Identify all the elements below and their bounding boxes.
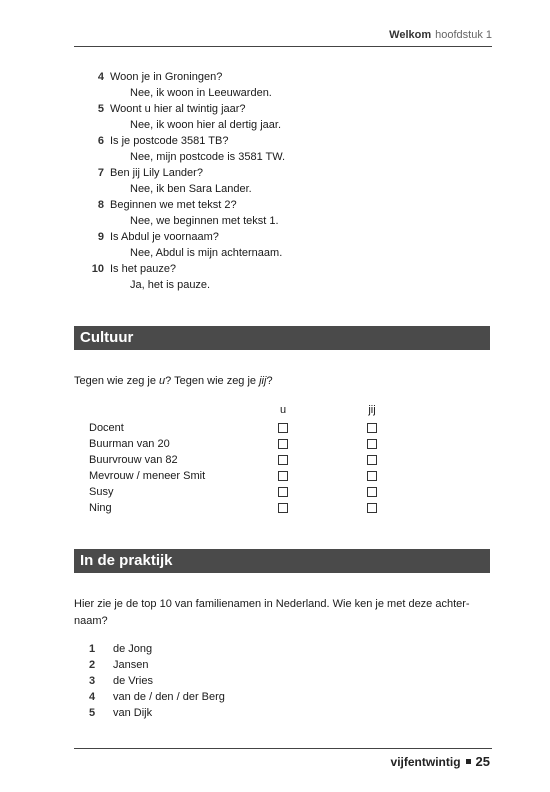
table-header: [89, 404, 409, 420]
surname: de Jong: [113, 643, 153, 655]
qa-number: 10: [91, 263, 104, 275]
surname-list: [89, 641, 225, 721]
qa-question: Beginnen we met tekst 2?: [110, 199, 237, 211]
checkbox-u[interactable]: [278, 487, 288, 497]
qa-answer: Ja, het is pauze.: [130, 279, 211, 291]
row-label: Mevrouw / meneer Smit: [89, 470, 206, 482]
table-row: [89, 484, 409, 500]
praktijk-prompt: Hier zie je de top 10 van familienamen in Nederland. Wie ken je met deze achter-naam?: [74, 598, 470, 627]
qa-question: Ben jij Lily Lander?: [110, 167, 203, 179]
checkbox-u[interactable]: [278, 455, 288, 465]
qa-number: 4: [97, 71, 104, 83]
qa-question: Woont u hier al twintig jaar?: [110, 103, 246, 115]
qa-item: [74, 261, 494, 293]
list-number: 4: [89, 691, 96, 703]
page-number: 25: [475, 754, 490, 769]
qa-answer: Nee, we beginnen met tekst 1.: [130, 215, 279, 227]
table-row: [89, 452, 409, 468]
qa-list: [74, 69, 494, 293]
chapter-label: Welkom: [389, 29, 432, 41]
qa-number: 5: [97, 103, 104, 115]
table-row: [89, 468, 409, 484]
prompt-u-italic: u: [159, 375, 166, 387]
surname: van de / den / der Berg: [113, 691, 225, 703]
surname: Jansen: [113, 659, 149, 671]
list-item: [89, 641, 225, 657]
list-number: 3: [89, 675, 96, 687]
list-item: [89, 705, 225, 721]
row-label: Buurvrouw van 82: [89, 454, 178, 466]
checkbox-jij[interactable]: [367, 471, 377, 481]
footer-rule: [74, 748, 492, 749]
qa-item: [74, 229, 494, 261]
row-label: Ning: [89, 502, 112, 514]
checkbox-u[interactable]: [278, 423, 288, 433]
qa-item: [74, 165, 494, 197]
surname: de Vries: [113, 675, 153, 687]
qa-item: [74, 197, 494, 229]
page-word: vijfentwintig: [390, 755, 461, 769]
square-bullet-icon: [466, 759, 471, 764]
surname: van Dijk: [113, 707, 153, 719]
list-item: [89, 657, 225, 673]
prompt-text: ?: [266, 375, 273, 387]
qa-item: [74, 69, 494, 101]
qa-question: Is Abdul je voornaam?: [110, 231, 219, 243]
qa-answer: Nee, mijn postcode is 3581 TW.: [130, 151, 286, 163]
checkbox-jij[interactable]: [367, 455, 377, 465]
checkbox-jij[interactable]: [367, 423, 377, 433]
qa-item: [74, 101, 494, 133]
checkbox-u[interactable]: [278, 471, 288, 481]
qa-answer: Nee, ik ben Sara Lander.: [130, 183, 252, 195]
checkbox-jij[interactable]: [367, 487, 377, 497]
prompt-text: Tegen wie zeg je: [74, 375, 159, 387]
row-label: Docent: [89, 422, 124, 434]
table-row: [89, 420, 409, 436]
list-number: 5: [89, 707, 96, 719]
table-row: [89, 436, 409, 452]
list-item: [89, 689, 225, 705]
running-header: [389, 29, 492, 41]
section-heading-cultuur: Cultuur: [74, 326, 490, 350]
checkbox-jij[interactable]: [367, 439, 377, 449]
cultuur-prompt: [74, 373, 484, 390]
section-label: hoofdstuk 1: [435, 29, 492, 41]
qa-number: 7: [97, 167, 104, 179]
qa-answer: Nee, ik woon hier al dertig jaar.: [130, 119, 282, 131]
row-label: Buurman van 20: [89, 438, 170, 450]
list-number: 2: [89, 659, 96, 671]
row-label: Susy: [89, 486, 114, 498]
qa-question: Woon je in Groningen?: [110, 71, 223, 83]
qa-number: 6: [97, 135, 104, 147]
qa-question: Is je postcode 3581 TB?: [110, 135, 229, 147]
qa-item: [74, 133, 494, 165]
prompt-jij-italic: jij: [259, 375, 267, 387]
checkbox-jij[interactable]: [367, 503, 377, 513]
page-footer: [391, 754, 490, 769]
list-item: [89, 673, 225, 689]
qa-answer: Nee, Abdul is mijn achternaam.: [130, 247, 283, 259]
list-number: 1: [89, 643, 96, 655]
prompt-text: ? Tegen wie zeg je: [165, 375, 260, 387]
checkbox-u[interactable]: [278, 503, 288, 513]
qa-number: 8: [97, 199, 104, 211]
qa-question: Is het pauze?: [110, 263, 177, 275]
section-heading-praktijk: In de praktijk: [74, 549, 490, 573]
u-jij-table: [89, 404, 409, 516]
checkbox-u[interactable]: [278, 439, 288, 449]
column-header-u: u: [279, 404, 287, 416]
header-rule: [74, 46, 492, 47]
qa-answer: Nee, ik woon in Leeuwarden.: [130, 87, 272, 99]
table-row: [89, 500, 409, 516]
column-header-jij: jij: [368, 404, 376, 416]
qa-number: 9: [97, 231, 104, 243]
